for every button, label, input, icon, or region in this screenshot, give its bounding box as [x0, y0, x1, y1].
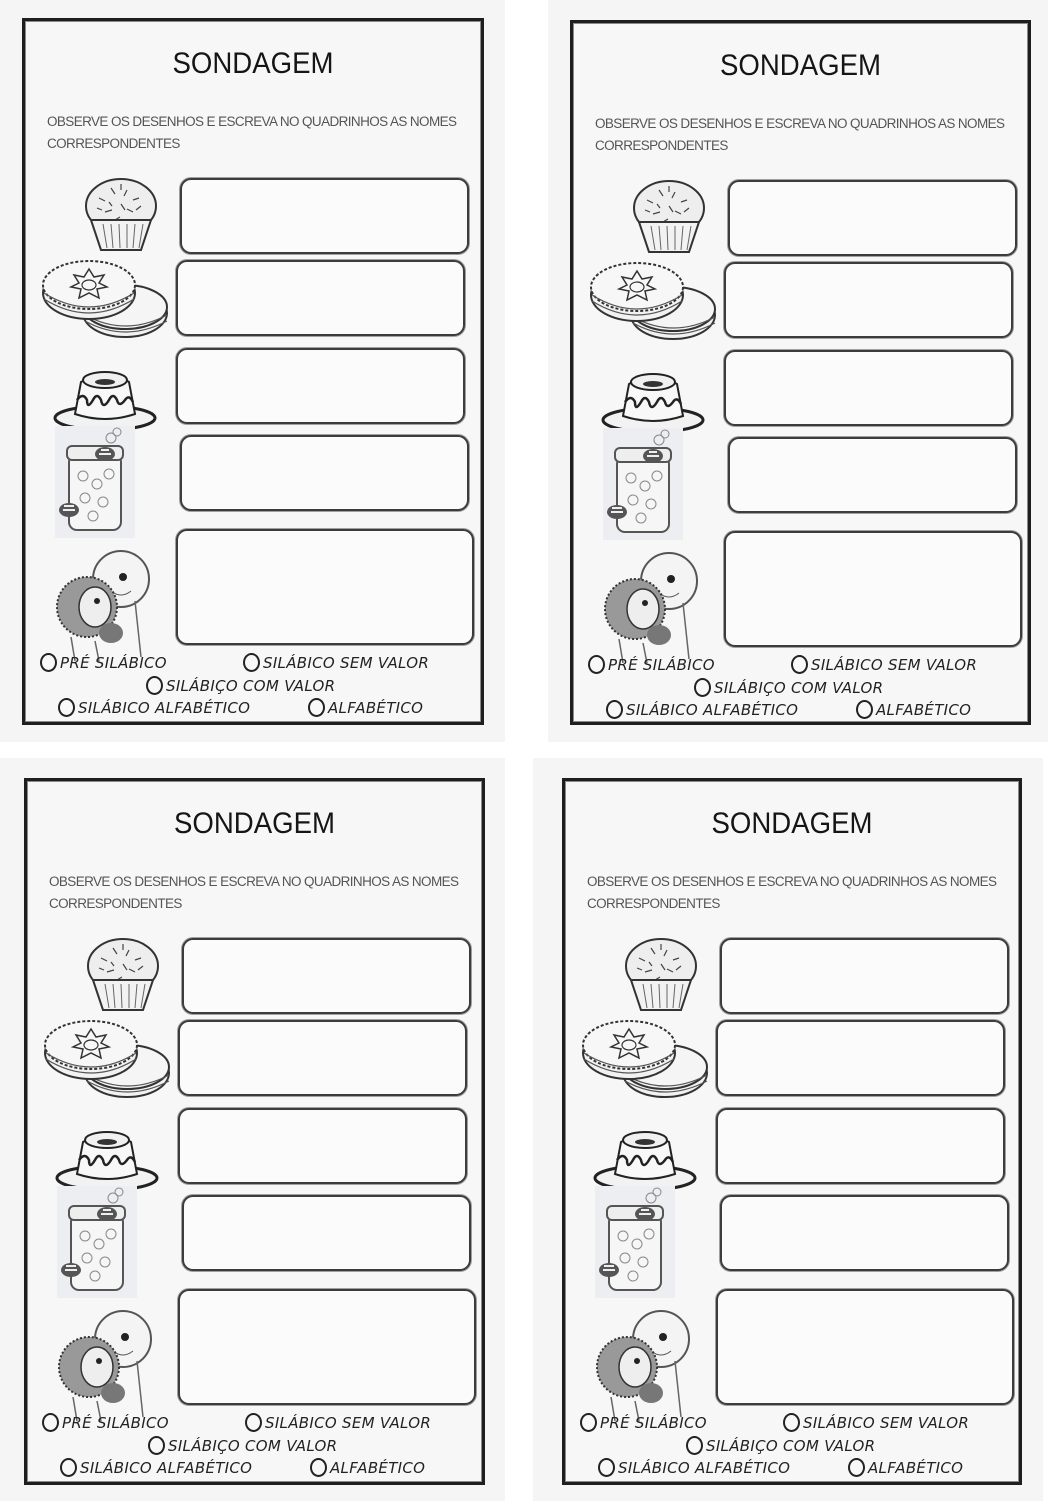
option-label: ALFABÉTICO	[330, 1458, 426, 1477]
option-alfabetico[interactable]	[848, 1458, 963, 1477]
answer-box-3[interactable]	[178, 1108, 467, 1184]
radio-circle-icon[interactable]	[856, 700, 873, 719]
radio-circle-icon[interactable]	[146, 676, 163, 695]
pudim-icon	[51, 364, 159, 434]
radio-circle-icon[interactable]	[60, 1458, 77, 1477]
answer-box-2[interactable]	[176, 260, 465, 336]
answer-box-5[interactable]	[716, 1289, 1014, 1405]
radio-circle-icon[interactable]	[148, 1436, 165, 1455]
answer-box-5[interactable]	[178, 1289, 476, 1405]
option-label: SILÁBICO ALFABÉTICO	[626, 700, 799, 719]
option-pre-silabico[interactable]	[42, 1413, 169, 1432]
radio-circle-icon[interactable]	[42, 1413, 59, 1432]
answer-box-3[interactable]	[724, 350, 1013, 426]
answer-box-2[interactable]	[716, 1020, 1005, 1096]
pudim-icon	[591, 1124, 699, 1194]
biscoitos-icon	[41, 255, 169, 345]
answer-box-1[interactable]	[728, 180, 1017, 256]
radio-circle-icon[interactable]	[245, 1413, 262, 1432]
sondagem-worksheet-3	[24, 778, 485, 1485]
option-silabico-com-valor[interactable]	[694, 678, 883, 697]
radio-circle-icon[interactable]	[243, 653, 260, 672]
answer-box-5[interactable]	[176, 529, 474, 645]
answer-box-5[interactable]	[724, 531, 1022, 647]
criancas-icon	[51, 541, 155, 661]
answer-box-3[interactable]	[176, 348, 465, 424]
radio-circle-icon[interactable]	[694, 678, 711, 697]
option-silabico-com-valor[interactable]	[148, 1436, 337, 1455]
radio-circle-icon[interactable]	[40, 653, 57, 672]
option-label: ALFABÉTICO	[328, 698, 424, 717]
answer-box-1[interactable]	[720, 938, 1009, 1014]
worksheet-instruction: OBSERVE OS DESENHOS E ESCREVA NO QUADRINHOS AS NOMES CORRESPONDENTES	[595, 116, 1005, 153]
biscoitos-icon	[581, 1015, 709, 1105]
option-label: SILÁBICO SEM VALOR	[263, 653, 430, 672]
criancas-icon	[591, 1301, 695, 1421]
sondagem-worksheet-1	[22, 18, 484, 725]
option-silabico-alfabetico[interactable]	[598, 1458, 790, 1477]
option-silabico-sem-valor[interactable]	[243, 653, 429, 672]
option-label: SILÁBICO ALFABÉTICO	[80, 1458, 253, 1477]
answer-box-4[interactable]	[180, 435, 469, 511]
option-label: PRÉ SILÁBICO	[62, 1413, 169, 1432]
option-silabico-alfabetico[interactable]	[58, 698, 250, 717]
brigadeiro-icon	[83, 936, 163, 1014]
option-silabico-sem-valor[interactable]	[791, 655, 977, 674]
answer-box-4[interactable]	[182, 1195, 471, 1271]
biscoitos-icon	[43, 1015, 171, 1105]
pote-de-mel-abelhas-icon	[57, 1186, 137, 1298]
option-pre-silabico[interactable]	[580, 1413, 707, 1432]
option-label: SILÁBIÇO COM VALOR	[706, 1436, 876, 1455]
option-pre-silabico[interactable]	[588, 655, 715, 674]
option-label: PRÉ SILÁBICO	[600, 1413, 707, 1432]
radio-circle-icon[interactable]	[308, 698, 325, 717]
brigadeiro-icon	[81, 176, 161, 254]
option-label: PRÉ SILÁBICO	[60, 653, 167, 672]
answer-box-2[interactable]	[724, 262, 1013, 338]
option-silabico-alfabetico[interactable]	[60, 1458, 252, 1477]
pudim-icon	[599, 366, 707, 436]
option-silabico-com-valor[interactable]	[686, 1436, 875, 1455]
brigadeiro-icon	[621, 936, 701, 1014]
option-label: SILÁBICO SEM VALOR	[811, 655, 978, 674]
radio-circle-icon[interactable]	[848, 1458, 865, 1477]
option-label: SILÁBICO SEM VALOR	[803, 1413, 970, 1432]
option-label: ALFABÉTICO	[876, 700, 972, 719]
worksheet-instruction: OBSERVE OS DESENHOS E ESCREVA NO QUADRINHOS AS NOMES CORRESPONDENTES	[587, 874, 997, 911]
option-silabico-sem-valor[interactable]	[783, 1413, 969, 1432]
option-label: SILÁBIÇO COM VALOR	[168, 1436, 338, 1455]
option-pre-silabico[interactable]	[40, 653, 167, 672]
radio-circle-icon[interactable]	[686, 1436, 703, 1455]
radio-circle-icon[interactable]	[588, 655, 605, 674]
answer-box-3[interactable]	[716, 1108, 1005, 1184]
radio-circle-icon[interactable]	[58, 698, 75, 717]
option-label: SILÁBIÇO COM VALOR	[714, 678, 884, 697]
radio-circle-icon[interactable]	[598, 1458, 615, 1477]
radio-circle-icon[interactable]	[606, 700, 623, 719]
sondagem-worksheet-2	[570, 20, 1031, 725]
radio-circle-icon[interactable]	[791, 655, 808, 674]
option-label: SILÁBICO ALFABÉTICO	[618, 1458, 791, 1477]
option-label: SILÁBIÇO COM VALOR	[166, 676, 336, 695]
radio-circle-icon[interactable]	[310, 1458, 327, 1477]
worksheet-title: SONDAGEM	[711, 807, 873, 840]
answer-box-2[interactable]	[178, 1020, 467, 1096]
option-silabico-alfabetico[interactable]	[606, 700, 798, 719]
sondagem-worksheet-4	[562, 778, 1022, 1485]
brigadeiro-icon	[629, 178, 709, 256]
pote-de-mel-abelhas-icon	[595, 1186, 675, 1298]
biscoitos-icon	[589, 257, 717, 347]
option-alfabetico[interactable]	[856, 700, 971, 719]
answer-box-1[interactable]	[180, 178, 469, 254]
answer-box-4[interactable]	[720, 1195, 1009, 1271]
option-label: ALFABÉTICO	[868, 1458, 964, 1477]
pote-de-mel-abelhas-icon	[603, 428, 683, 540]
option-label: SILÁBICO ALFABÉTICO	[78, 698, 251, 717]
option-label: PRÉ SILÁBICO	[608, 655, 715, 674]
criancas-icon	[53, 1301, 157, 1421]
worksheet-title: SONDAGEM	[172, 47, 334, 80]
option-silabico-sem-valor[interactable]	[245, 1413, 431, 1432]
pudim-icon	[53, 1124, 161, 1194]
worksheet-title: SONDAGEM	[719, 49, 882, 82]
radio-circle-icon[interactable]	[783, 1413, 800, 1432]
pote-de-mel-abelhas-icon	[55, 426, 135, 538]
option-alfabetico[interactable]	[308, 698, 423, 717]
option-silabico-com-valor[interactable]	[146, 676, 335, 695]
worksheet-instruction: OBSERVE OS DESENHOS E ESCREVA NO QUADRINHOS AS NOMES CORRESPONDENTES	[47, 114, 457, 151]
option-label: SILÁBICO SEM VALOR	[265, 1413, 432, 1432]
worksheet-title: SONDAGEM	[173, 807, 336, 840]
answer-box-1[interactable]	[182, 938, 471, 1014]
radio-circle-icon[interactable]	[580, 1413, 597, 1432]
option-alfabetico[interactable]	[310, 1458, 425, 1477]
worksheet-instruction: OBSERVE OS DESENHOS E ESCREVA NO QUADRINHOS AS NOMES CORRESPONDENTES	[49, 874, 459, 911]
answer-box-4[interactable]	[728, 437, 1017, 513]
criancas-icon	[599, 543, 703, 663]
